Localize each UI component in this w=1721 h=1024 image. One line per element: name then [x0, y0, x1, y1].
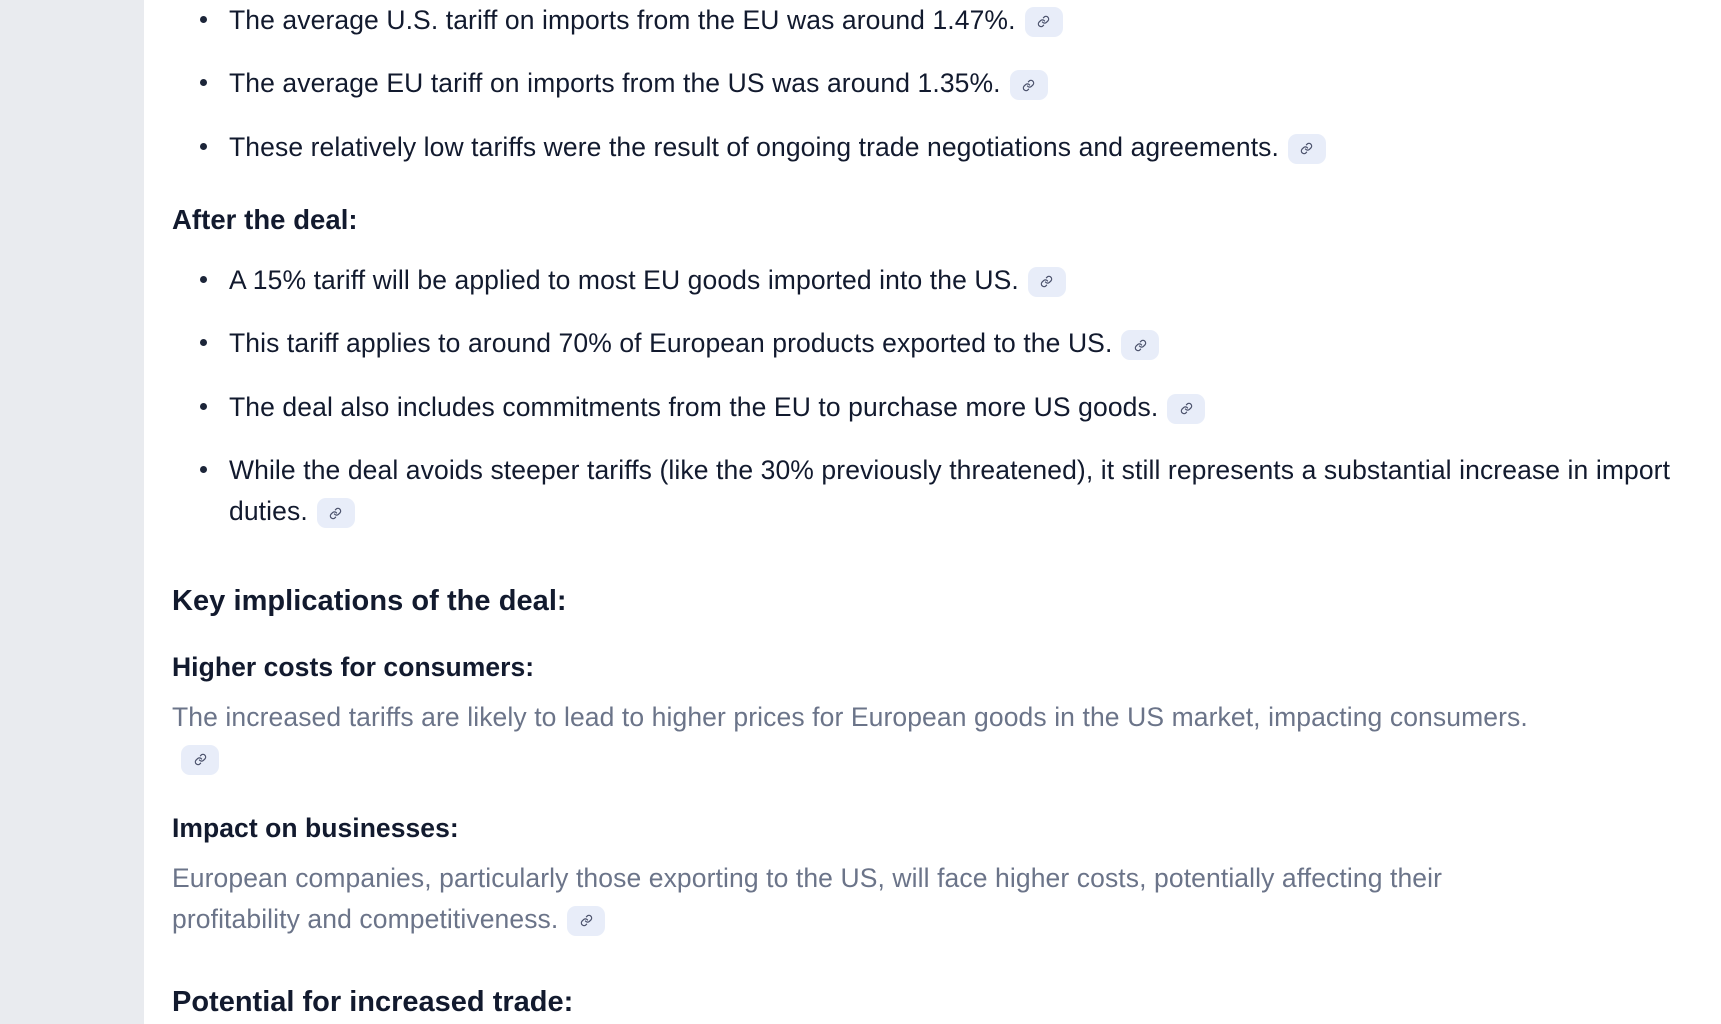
list-item — [172, 63, 1681, 104]
heading-key-implications: Key implications of the deal: — [172, 584, 567, 617]
list-item — [172, 450, 1681, 533]
list-item — [172, 323, 1681, 364]
link-icon[interactable] — [181, 745, 219, 775]
link-icon[interactable] — [1010, 70, 1048, 100]
subheading-impact-businesses: Impact on businesses: — [172, 812, 459, 843]
heading-after-the-deal: After the deal: — [172, 203, 358, 235]
list-item-text: The deal also includes commitments from the EU to purchase more US goods. — [229, 391, 1159, 422]
link-icon[interactable] — [1121, 330, 1159, 360]
list-item-text: The average U.S. tariff on imports from the EU was around 1.47%. — [229, 5, 1016, 35]
list-item — [172, 260, 1681, 301]
link-icon[interactable] — [1167, 394, 1205, 424]
list-item-text: This tariff applies to around 70% of European products exported to the US. — [229, 328, 1113, 359]
link-icon[interactable] — [1288, 134, 1326, 164]
paragraph-impact-businesses — [172, 858, 1572, 940]
link-icon[interactable] — [567, 906, 605, 936]
link-icon[interactable] — [1025, 7, 1063, 37]
subheading-higher-costs: Higher costs for consumers: — [172, 651, 535, 682]
bullet-list-before-deal — [172, 0, 1681, 168]
link-icon[interactable] — [317, 498, 355, 528]
paragraph-higher-costs — [172, 697, 1572, 779]
document-sheet — [144, 0, 1721, 1024]
link-icon[interactable] — [1028, 267, 1066, 297]
subheading-potential-clipped: Potential for increased trade: — [172, 985, 574, 1018]
list-item-text: While the deal avoids steeper tariffs (like the 30% previously threatened), it still represents a substantial increase in import duties. — [229, 454, 1671, 527]
paragraph-text: The increased tariffs are likely to lead to higher prices for European goods in the US market, impacting consumers. — [172, 701, 1528, 732]
list-item — [172, 0, 1681, 41]
list-item-text: These relatively low tariffs were the result of ongoing trade negotiations and agreements. — [229, 131, 1279, 162]
list-item-text: The average EU tariff on imports from the US was around 1.35%. — [229, 68, 1001, 99]
list-item — [172, 127, 1681, 168]
document-content — [144, 0, 1721, 1019]
bullet-list-after-deal — [172, 260, 1681, 533]
list-item — [172, 387, 1681, 428]
list-item-text: A 15% tariff will be applied to most EU goods imported into the US. — [229, 264, 1019, 295]
paragraph-text: European companies, particularly those exporting to the US, will face higher costs, potentially affecting their profitability and competitiveness. — [172, 862, 1443, 934]
